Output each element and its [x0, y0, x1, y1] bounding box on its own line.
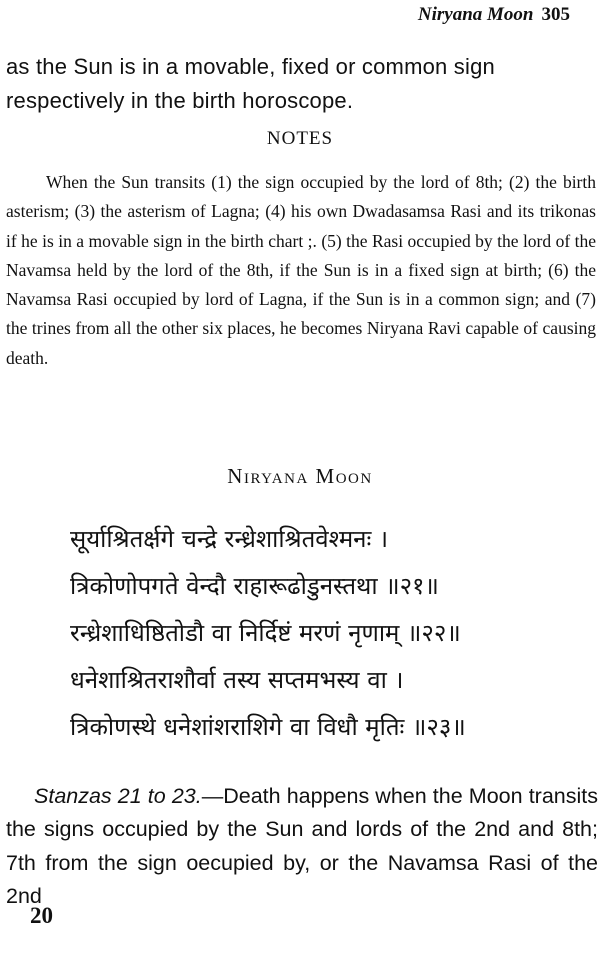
stanza-text: —Death happens when the Moon transits the signs occupied by the Sun and lords of the 2nd and 8th; 7th from the sign oecupied by, or the Navamsa Rasi of the 2nd	[6, 784, 598, 908]
verse-line: सूर्याश्रितर्क्षगे चन्द्रे रन्ध्रेशाश्रितवेश्मनः ।	[70, 525, 389, 553]
verse-line: त्रिकोणोपगते वेन्दौ राहारूढोडुनस्तथा ॥२१॥	[70, 572, 439, 600]
page-number: 305	[541, 4, 570, 25]
section-heading: Niryana Moon	[227, 464, 373, 488]
notes-heading: NOTES	[266, 128, 334, 149]
verse-line: त्रिकोणस्थे धनेशांशराशिगे वा विधौ मृतिः ॥२३॥	[70, 713, 466, 741]
verse-line: रन्ध्रेशाधिष्ठितोडौ वा निर्दिष्टं मरणं नृणाम् ॥२२॥	[70, 619, 461, 647]
stanza-paragraph	[6, 780, 598, 913]
verse-line: धनेशाश्रितराशौर्वा तस्य सप्तमभस्य वा ।	[70, 666, 404, 694]
notes-paragraph: When the Sun transits (1) the sign occupied by the lord of 8th; (2) the birth asterism; (3) the asterism of Lagna; (4) his own Dwadasamsa Rasi and its trikonas if he is in a movable sign in the birth chart ;. (5) the Rasi occupied by the lord of the Navamsa held by the lord of the 8th, if the Sun is in a fixed sign at birth; (6) the Navamsa Rasi occupied by lord of Lagna, if the Sun is in a common sign; and (7) the trines from all the other six places, he becomes Niryana Ravi capable of causing death.	[6, 172, 596, 368]
running-head-title: Niryana Moon	[417, 4, 534, 25]
folio-number: 20	[30, 903, 53, 928]
stanza-label: Stanzas 21 to 23.	[34, 784, 202, 808]
sanskrit-verses	[70, 516, 590, 751]
continuation-paragraph: as the Sun is in a movable, fixed or common sign respectively in the birth horoscope.	[6, 54, 495, 113]
running-head	[418, 4, 570, 26]
